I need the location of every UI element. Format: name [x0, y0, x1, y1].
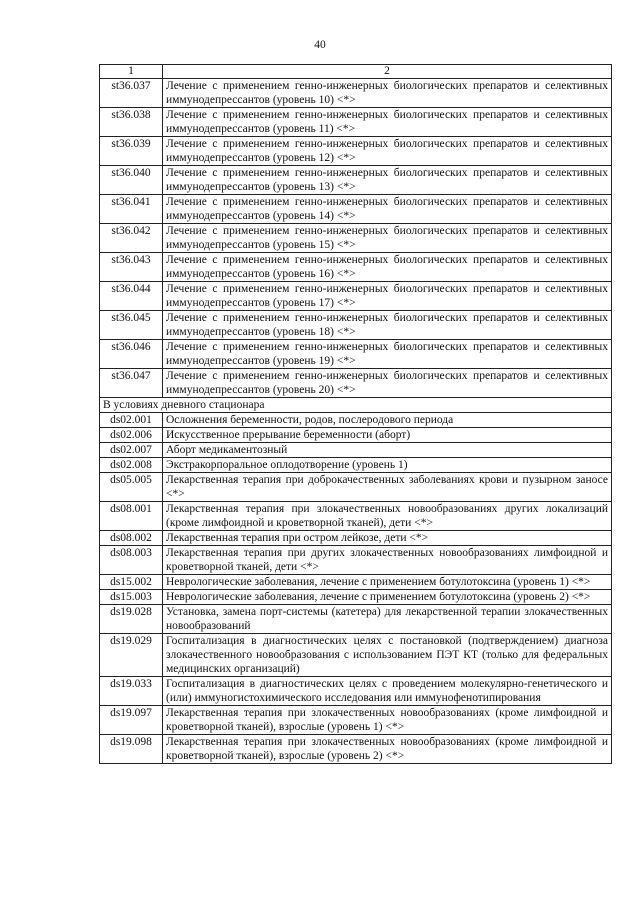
table-row [100, 369, 612, 398]
table-row [100, 458, 612, 473]
table-row [100, 413, 612, 428]
table-header-row [100, 65, 612, 79]
row-description: Лечение с применением генно-инженерных биологических препаратов и селективных иммунодепрессантов (уровень 17) <*> [163, 282, 612, 311]
table-row [100, 605, 612, 634]
row-code: st36.037 [100, 79, 163, 108]
row-description: Лекарственная терапия при других злокачественных новообразованиях лимфоидной и кроветворной тканей, дети <*> [163, 546, 612, 575]
table-row [100, 531, 612, 546]
row-code: ds02.006 [100, 428, 163, 443]
row-description: Лекарственная терапия при злокачественных новообразованиях других локализаций (кроме лимфоидной и кроветворной тканей), дети <*> [163, 502, 612, 531]
row-code: st36.038 [100, 108, 163, 137]
row-description: Лекарственная терапия при остром лейкозе, дети <*> [163, 531, 612, 546]
row-description: Лечение с применением генно-инженерных биологических препаратов и селективных иммунодепрессантов (уровень 12) <*> [163, 137, 612, 166]
table-row [100, 443, 612, 458]
table-row [100, 340, 612, 369]
row-code: st36.039 [100, 137, 163, 166]
table-row [100, 166, 612, 195]
row-code: st36.040 [100, 166, 163, 195]
row-code: ds19.029 [100, 634, 163, 677]
row-code: ds08.001 [100, 502, 163, 531]
table-row [100, 282, 612, 311]
row-description: Неврологические заболевания, лечение с применением ботулотоксина (уровень 1) <*> [163, 575, 612, 590]
row-code: st36.045 [100, 311, 163, 340]
row-code: ds05.005 [100, 473, 163, 502]
row-code: ds02.007 [100, 443, 163, 458]
row-code: st36.043 [100, 253, 163, 282]
table-row [100, 108, 612, 137]
table-row [100, 502, 612, 531]
table-row [100, 428, 612, 443]
row-description: Лечение с применением генно-инженерных биологических препаратов и селективных иммунодепрессантов (уровень 18) <*> [163, 311, 612, 340]
row-code: ds08.003 [100, 546, 163, 575]
column-header-1: 1 [100, 65, 163, 79]
table-section [100, 398, 612, 413]
row-code: ds02.008 [100, 458, 163, 473]
table-row [100, 253, 612, 282]
table-row [100, 706, 612, 735]
table-row [100, 546, 612, 575]
row-code: st36.047 [100, 369, 163, 398]
row-description: Лекарственная терапия при доброкачественных заболеваниях крови и пузырном заносе <*> [163, 473, 612, 502]
section-title: В условиях дневного стационара [100, 398, 612, 413]
row-code: ds15.003 [100, 590, 163, 605]
row-description: Лечение с применением генно-инженерных биологических препаратов и селективных иммунодепрессантов (уровень 10) <*> [163, 79, 612, 108]
row-description: Лечение с применением генно-инженерных биологических препаратов и селективных иммунодепрессантов (уровень 14) <*> [163, 195, 612, 224]
page-number: 40 [314, 39, 326, 51]
row-description: Лечение с применением генно-инженерных биологических препаратов и селективных иммунодепрессантов (уровень 13) <*> [163, 166, 612, 195]
row-code: st36.044 [100, 282, 163, 311]
row-description: Лечение с применением генно-инженерных биологических препаратов и селективных иммунодепрессантов (уровень 11) <*> [163, 108, 612, 137]
row-code: st36.046 [100, 340, 163, 369]
codes-table [99, 64, 612, 764]
row-description: Госпитализация в диагностических целях с постановкой (подтверждением) диагноза злокачественного новообразования с использованием ПЭТ КТ (только для федеральных медицинских организаций) [163, 634, 612, 677]
table-row [100, 634, 612, 677]
row-code: ds15.002 [100, 575, 163, 590]
row-description: Установка, замена порт-системы (катетера) для лекарственной терапии злокачественных новообразований [163, 605, 612, 634]
table-row [100, 473, 612, 502]
table-row [100, 735, 612, 764]
row-description: Лечение с применением генно-инженерных биологических препаратов и селективных иммунодепрессантов (уровень 20) <*> [163, 369, 612, 398]
row-description: Неврологические заболевания, лечение с применением ботулотоксина (уровень 2) <*> [163, 590, 612, 605]
table-row [100, 590, 612, 605]
row-code: ds02.001 [100, 413, 163, 428]
table-row [100, 195, 612, 224]
row-code: ds08.002 [100, 531, 163, 546]
row-description: Лечение с применением генно-инженерных биологических препаратов и селективных иммунодепрессантов (уровень 16) <*> [163, 253, 612, 282]
row-description: Лечение с применением генно-инженерных биологических препаратов и селективных иммунодепрессантов (уровень 15) <*> [163, 224, 612, 253]
row-description: Лечение с применением генно-инженерных биологических препаратов и селективных иммунодепрессантов (уровень 19) <*> [163, 340, 612, 369]
row-code: st36.042 [100, 224, 163, 253]
row-code: ds19.098 [100, 735, 163, 764]
table-row [100, 224, 612, 253]
section-row [100, 398, 612, 413]
row-description: Искусственное прерывание беременности (аборт) [163, 428, 612, 443]
table-row [100, 311, 612, 340]
row-code: ds19.033 [100, 677, 163, 706]
row-description: Экстракорпоральное оплодотворение (уровень 1) [163, 458, 612, 473]
table-row [100, 677, 612, 706]
column-header-2: 2 [163, 65, 612, 79]
row-code: ds19.028 [100, 605, 163, 634]
row-description: Осложнения беременности, родов, послеродового периода [163, 413, 612, 428]
table-row [100, 575, 612, 590]
row-description: Аборт медикаментозный [163, 443, 612, 458]
row-description: Лекарственная терапия при злокачественных новообразованиях (кроме лимфоидной и кроветворной тканей), взрослые (уровень 1) <*> [163, 706, 612, 735]
table-row [100, 79, 612, 108]
row-code: st36.041 [100, 195, 163, 224]
table-body-top [100, 79, 612, 398]
row-description: Госпитализация в диагностических целях с проведением молекулярно-генетического и (или) иммуногистохимического исследования или иммунофенотипирования [163, 677, 612, 706]
row-code: ds19.097 [100, 706, 163, 735]
table-row [100, 137, 612, 166]
table-body-bottom [100, 413, 612, 764]
row-description: Лекарственная терапия при злокачественных новообразованиях (кроме лимфоидной и кроветворной тканей), взрослые (уровень 2) <*> [163, 735, 612, 764]
